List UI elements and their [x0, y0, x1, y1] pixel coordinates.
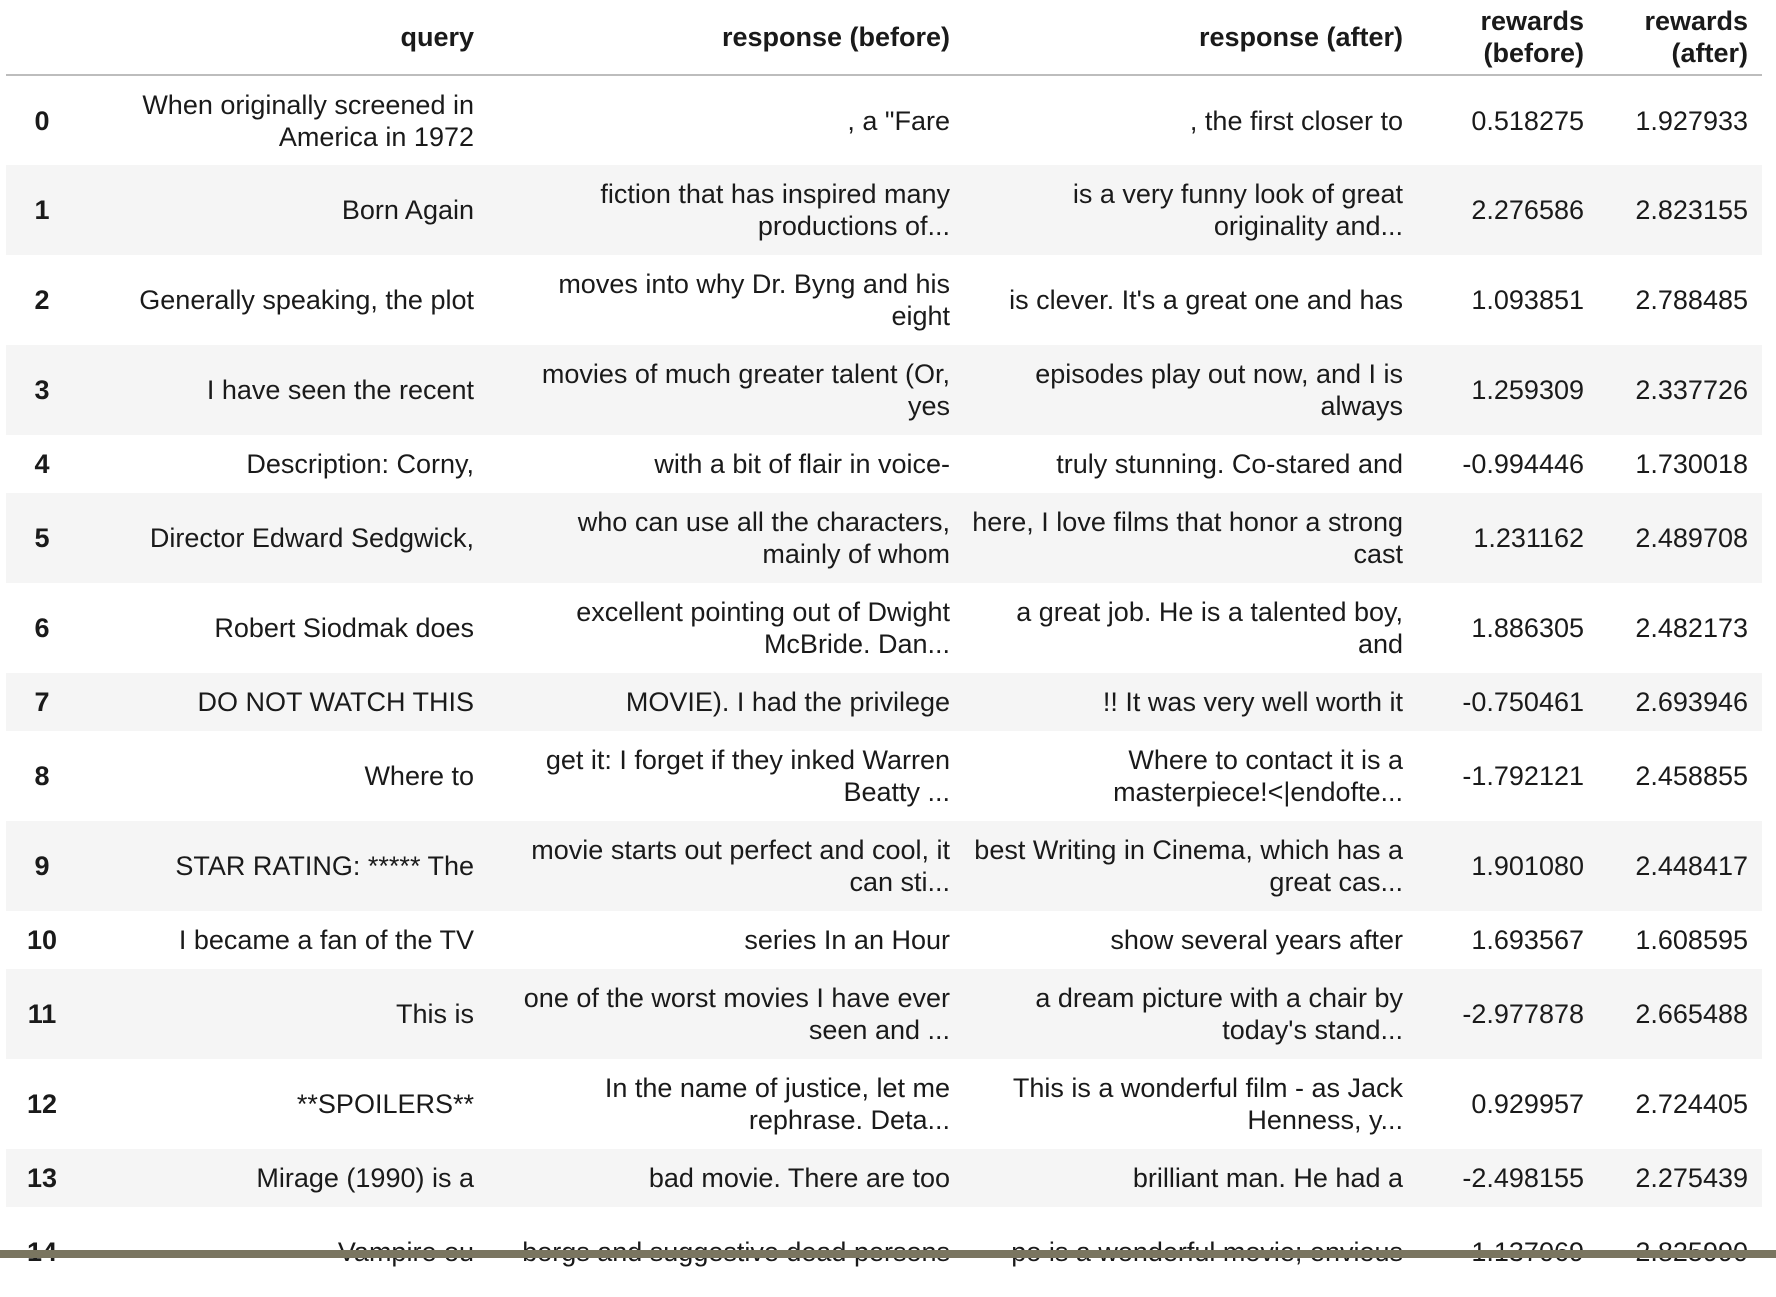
response-before-cell: , a "Fare: [847, 105, 950, 136]
table-row: [6, 911, 1762, 969]
index-header: [6, 0, 78, 75]
row-index: 12: [26, 1089, 58, 1119]
query-cell: Robert Siodmak does: [214, 613, 474, 643]
table-row: [6, 165, 1762, 255]
row-index: 2: [34, 285, 50, 315]
row-index: 13: [26, 1163, 58, 1193]
rewards-after-column-header: [1598, 0, 1762, 75]
rewards-before-cell: 1.259309: [1471, 375, 1584, 405]
rewards-before-header-line2: (before): [1483, 38, 1584, 68]
table-row: [6, 731, 1762, 821]
row-index: 3: [34, 375, 50, 405]
response-before-cell: excellent pointing out of Dwight McBride. Dan...: [576, 597, 950, 659]
rewards-after-cell: 1.730018: [1635, 449, 1748, 479]
query-cell: I became a fan of the TV: [178, 925, 474, 955]
dataframe-table: [6, 0, 1762, 1297]
rewards-before-cell: 1.901080: [1471, 851, 1584, 881]
rewards-after-header-line2: (after): [1671, 38, 1748, 68]
rewards-before-cell: 1.693567: [1471, 925, 1584, 955]
rewards-after-header-line1: rewards: [1644, 6, 1748, 36]
response-after-cell: is clever. It's a great one and has: [1009, 285, 1403, 315]
response-before-cell: bad movie. There are too: [648, 1163, 950, 1193]
rewards-before-column-header: [1417, 0, 1598, 75]
response-after-cell: here, I love films that honor a strong cast: [972, 507, 1403, 569]
response-before-cell: MOVIE). I had the privilege: [625, 687, 950, 717]
response-before-cell: one of the worst movies I have ever seen and ...: [523, 983, 950, 1045]
response-before-cell: moves into why Dr. Byng and his eight: [558, 269, 950, 331]
row-index: 6: [34, 613, 50, 643]
table-row: [6, 493, 1762, 583]
row-index: 5: [34, 523, 50, 553]
row-index: 4: [34, 449, 50, 479]
response-after-cell: This is a wonderful film - as Jack Henness, y...: [1012, 1073, 1403, 1135]
rewards-before-cell: 1.886305: [1471, 613, 1584, 643]
table-row: [6, 673, 1762, 731]
row-index: 0: [34, 105, 50, 136]
query-cell: Born Again: [341, 195, 474, 225]
query-cell: Director Edward Sedgwick,: [149, 523, 474, 553]
query-cell: This is: [395, 999, 474, 1029]
rewards-before-cell: 0.518275: [1471, 105, 1584, 136]
rewards-after-cell: 2.788485: [1635, 285, 1748, 315]
rewards-before-cell: 0.929957: [1471, 1089, 1584, 1119]
rewards-after-cell: 2.489708: [1635, 523, 1748, 553]
response-after-cell: best Writing in Cinema, which has a great cas...: [974, 835, 1403, 897]
query-cell: I have seen the recent: [206, 375, 474, 405]
row-index: 8: [34, 761, 50, 791]
table-body: [6, 75, 1762, 1297]
query-cell: STAR RATING: ***** The: [175, 851, 474, 881]
response-before-cell: movie starts out perfect and cool, it can sti...: [531, 835, 950, 897]
row-index: 11: [27, 999, 57, 1029]
rewards-before-cell: 1.093851: [1471, 285, 1584, 315]
table-row: [6, 1059, 1762, 1149]
response-after-cell: episodes play out now, and I is always: [1035, 359, 1403, 421]
response-after-cell: , the first closer to: [1189, 105, 1403, 136]
table-row: [6, 583, 1762, 673]
response-after-cell: truly stunning. Co-stared and: [1056, 449, 1403, 479]
table-row: [6, 969, 1762, 1059]
response-after-cell: show several years after: [1110, 925, 1403, 955]
response-after-cell: a dream picture with a chair by today's stand...: [1035, 983, 1403, 1045]
response-before-cell: fiction that has inspired many productions of...: [600, 179, 950, 241]
response-after-column-header: response (after): [964, 0, 1417, 75]
table-row: [6, 255, 1762, 345]
rewards-after-cell: 2.665488: [1635, 999, 1748, 1029]
response-before-cell: who can use all the characters, mainly of whom: [577, 507, 950, 569]
query-column-header: query: [78, 0, 488, 75]
rewards-before-cell: -2.977878: [1462, 999, 1584, 1029]
response-before-column-header: response (before): [488, 0, 964, 75]
rewards-after-cell: 2.275439: [1635, 1163, 1748, 1193]
response-before-cell: get it: I forget if they inked Warren Beatty ...: [545, 745, 950, 807]
header-row: [6, 0, 1762, 75]
rewards-before-cell: -2.498155: [1462, 1163, 1584, 1193]
query-cell: Mirage (1990) is a: [256, 1163, 474, 1193]
response-before-cell: movies of much greater talent (Or, yes: [541, 359, 950, 421]
response-after-cell: !! It was very well worth it: [1102, 687, 1403, 717]
rewards-after-cell: 2.337726: [1635, 375, 1748, 405]
query-cell: DO NOT WATCH THIS: [197, 687, 474, 717]
table-row: [6, 75, 1762, 165]
window-bottom-edge: [0, 1250, 1776, 1258]
row-index: 9: [34, 851, 50, 881]
query-cell: **SPOILERS**: [296, 1089, 474, 1119]
rewards-after-cell: 2.448417: [1635, 851, 1748, 881]
query-cell: Description: Corny,: [246, 449, 474, 479]
query-cell: When originally screened in America in 1972: [142, 89, 474, 152]
rewards-after-cell: 2.458855: [1635, 761, 1748, 791]
table-header: [6, 0, 1762, 75]
response-after-cell: is a very funny look of great originality and...: [1072, 179, 1403, 241]
rewards-after-cell: 1.927933: [1635, 105, 1748, 136]
response-before-cell: In the name of justice, let me rephrase. Deta...: [604, 1073, 950, 1135]
rewards-after-cell: 2.482173: [1635, 613, 1748, 643]
rewards-after-cell: 2.823155: [1635, 195, 1748, 225]
table-row: [6, 345, 1762, 435]
rewards-after-cell: 2.724405: [1635, 1089, 1748, 1119]
rewards-before-cell: 1.231162: [1473, 523, 1584, 553]
response-after-cell: Where to contact it is a masterpiece!<|endofte...: [1113, 745, 1403, 807]
rewards-before-cell: 2.276586: [1471, 195, 1584, 225]
table-row: [6, 821, 1762, 911]
query-cell: Generally speaking, the plot: [139, 285, 474, 315]
table-row: [6, 435, 1762, 493]
row-index: 7: [34, 687, 50, 717]
query-cell: Where to: [364, 761, 474, 791]
row-index: 10: [26, 925, 58, 955]
response-before-cell: series In an Hour: [744, 925, 950, 955]
rewards-before-cell: -0.750461: [1462, 687, 1584, 717]
rewards-before-cell: -0.994446: [1462, 449, 1584, 479]
rewards-before-header-line1: rewards: [1480, 6, 1584, 36]
rewards-before-cell: -1.792121: [1462, 761, 1584, 791]
rewards-after-cell: 2.693946: [1635, 687, 1748, 717]
response-after-cell: brilliant man. He had a: [1132, 1163, 1403, 1193]
response-before-cell: with a bit of flair in voice-: [654, 449, 950, 479]
response-after-cell: a great job. He is a talented boy, and: [1016, 597, 1403, 659]
rewards-after-cell: 1.608595: [1635, 925, 1748, 955]
table-row: [6, 1149, 1762, 1207]
row-index: 1: [34, 195, 50, 225]
